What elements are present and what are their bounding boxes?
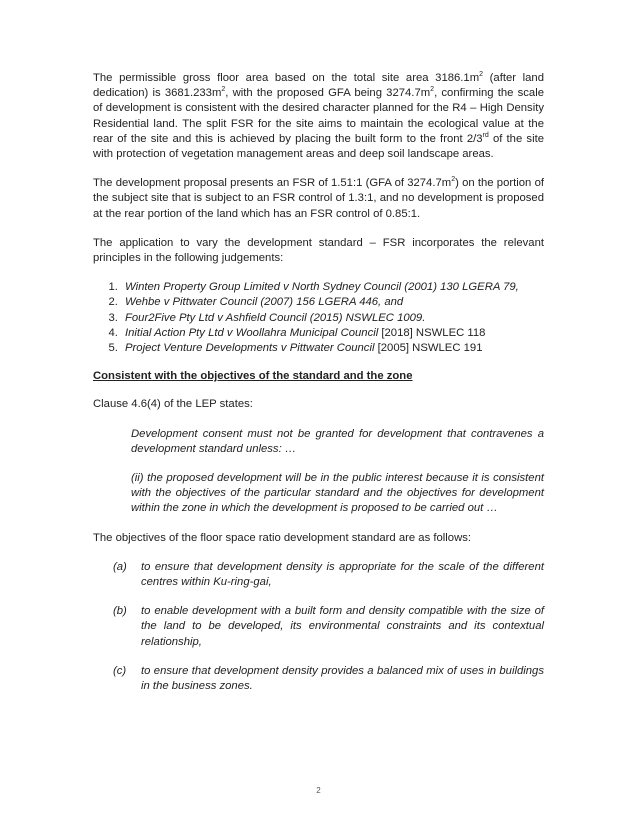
quote-consent: Development consent must not be granted for development that contravenes a development standard unless: … — [131, 427, 544, 455]
page-number: 2 — [316, 786, 321, 795]
text: The permissible gross floor area based on the total site area 3186.1m — [93, 72, 480, 84]
clause-intro: Clause 4.6(4) of the LEP states: — [93, 398, 253, 411]
superscript: 2 — [479, 71, 484, 79]
case-name: Winten Property Group Limited v North Sydney Council (2001) 130 LGERA 79, — [125, 281, 519, 294]
case-citation: [2005] NSWLEC 191 — [374, 342, 483, 355]
case-name: Project Venture Developments v Pittwater Council — [125, 342, 375, 355]
text: , confirming the scale of development is consistent with the desired character planned for the R4 – High Density Residential land. The split FSR for the site aims to maintain the ecological value at the rear of the site and this is achieved by placing the built form to the front 2/3 — [93, 87, 545, 145]
list-item — [121, 326, 544, 341]
superscript: 2 — [430, 86, 435, 94]
case-name: Four2Five Pty Ltd v Ashfield Council (2015) NSWLEC 1009. — [125, 311, 426, 324]
case-citation: [2018] NSWLEC 118 — [378, 326, 486, 339]
case-name: Wehbe v Pittwater Council (2007) 156 LGERA 446, and — [125, 296, 404, 309]
superscript: rd — [482, 132, 489, 140]
text: , with the proposed GFA being 3274.7m — [225, 87, 431, 100]
document-body — [93, 71, 544, 708]
objective-item — [113, 604, 544, 650]
objective-item — [113, 560, 544, 590]
section-heading: Consistent with the objectives of the standard and the zone — [93, 370, 413, 383]
quote-public-interest: (ii) the proposed development will be in the public interest because it is consistent with the objectives of the particular standard and the objectives for development within the zone in which the development is proposed to be carried out … — [131, 472, 544, 515]
objective-label: (b) — [113, 605, 127, 618]
paragraph-principles: The application to vary the development standard – FSR incorporates the relevant principles in the following judgements: — [93, 236, 544, 265]
text: (after land dedication) is 3681.233m — [93, 72, 544, 100]
paragraph-fsr — [93, 176, 544, 222]
objective-text: to enable development with a built form and density compatible with the size of the land to be developed, its environmental constraints and its contextual relationship, — [141, 605, 544, 648]
judgements-list — [93, 280, 544, 356]
superscript: 2 — [451, 176, 456, 184]
objective-label: (c) — [113, 664, 127, 677]
case-name: Initial Action Pty Ltd v Woollahra Municipal Council — [125, 326, 379, 339]
objectives-intro: The objectives of the floor space ratio development standard are as follows: — [93, 531, 472, 544]
objective-item — [113, 664, 544, 694]
superscript: 2 — [221, 86, 226, 94]
list-item — [121, 280, 544, 295]
objective-label: (a) — [113, 560, 127, 573]
text: The development proposal presents an FSR of 1.51:1 (GFA of 3274.7m — [93, 177, 452, 190]
objective-text: to ensure that development density provides a balanced mix of uses in buildings in the business zones. — [141, 664, 544, 693]
text: ) on the portion of the subject site that is subject to an FSR control of 1.3:1, and no development is proposed at the rear portion of the land which has an FSR control of 0.85:1. — [93, 177, 544, 220]
text: of the site with protection of vegetation management areas and deep soil landscape areas. — [93, 132, 545, 161]
objective-text: to ensure that development density is appropriate for the scale of the different centres within Ku-ring-gai, — [141, 560, 544, 589]
list-item — [121, 341, 544, 356]
paragraph-gfa — [93, 71, 544, 162]
list-item — [121, 295, 544, 310]
list-item — [121, 311, 544, 326]
